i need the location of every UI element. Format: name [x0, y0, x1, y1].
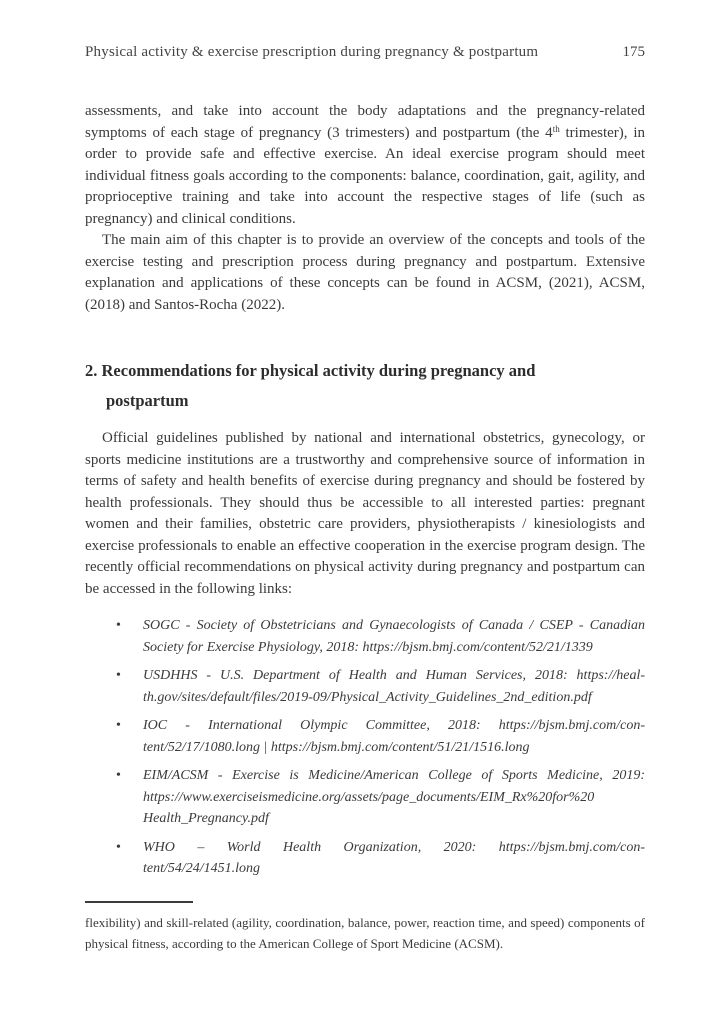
bullet-icon: • [116, 839, 121, 855]
paragraph-text-after: trimester), in order to provide safe and effective exercise. An ideal exercise program should meet individual fitness goals according to the components: balance, coordination, gait, agility, and proprioceptive training and take into account the respective stages of life (such as pregnancy) and clinical conditions. [85, 124, 645, 227]
list-item-text [143, 665, 645, 708]
section-heading-line2: postpartum [106, 391, 189, 410]
list-item-line: Society for Exercise Physiology, 2018: https://bjsm.bmj.com/content/52/21/1339 [143, 639, 593, 655]
list-item-who [85, 837, 645, 880]
paragraph-guidelines: Official guidelines published by national and international obstetrics, gynecology, or sports medicine institutions are a trustworthy and comprehensive source of information in terms of safety and health benefits of exercise during pregnancy and should be fostered by health professionals. They should thus be accessible to all interested parties: pregnant women and their families, obstetric care providers, physiotherapists / kinesiologists and exercise professionals to enable an effective cooperation in the exercise program design. The recently official recommendations on physical activity during pregnancy and postpartum can be accessed in the following links: [85, 430, 645, 597]
list-item-sogc-csep [85, 615, 645, 658]
footnote-text: flexibility) and skill-related (agility, coordination, balance, power, reaction time, and speed) components of physical fitness, according to the American College of Sport Medicine (ACSM). [85, 915, 645, 951]
footnote [85, 901, 645, 954]
list-item-text [143, 615, 645, 658]
bullet-icon: • [116, 668, 121, 683]
paragraph-chapter-aim: The main aim of this chapter is to provide an overview of the concepts and tools of the exercise testing and prescription process during pregnancy and postpartum. Extensive explanation and applications of these concepts can be found in ACSM, (2021), ACSM, (2018) and Santos-Rocha (2022). [85, 232, 645, 313]
superscript-ordinal: th [552, 123, 560, 134]
bullet-icon: • [116, 618, 121, 633]
list-item-usdhhs [85, 665, 645, 708]
list-item-line: SOGC - Society of Obstetricians and Gynaecologists of Canada / CSEP - Canadian [143, 618, 645, 633]
links-list [85, 615, 645, 880]
footnote-rule [85, 901, 193, 903]
list-item-line: WHO – World Health Organization, 2020: https://bjsm.bmj.com/con- [143, 839, 645, 855]
list-item-line: EIM/ACSM - Exercise is Medicine/American College of Sports Medicine, 2019: [143, 768, 645, 783]
list-item-text [143, 837, 645, 880]
list-item-line: tent/54/24/1451.long [143, 861, 261, 876]
list-item-line: USDHHS - U.S. Department of Health and Human Services, 2018: https://heal- [143, 668, 645, 683]
page-number: 175 [622, 44, 645, 60]
list-item-line: Health_Pregnancy.pdf [143, 811, 269, 826]
list-item-line: th.gov/sites/default/files/2019-09/Physical_Activity_Guidelines_2nd_edition.pdf [143, 689, 592, 705]
bullet-icon: • [116, 768, 121, 783]
list-item-line: tent/52/17/1080.long | https://bjsm.bmj.com/content/51/21/1516.long [143, 739, 530, 755]
paragraph-continuation [85, 101, 645, 230]
list-item-line: IOC - International Olympic Committee, 2018: https://bjsm.bmj.com/con- [143, 718, 645, 733]
list-item-text [143, 715, 645, 758]
list-item-eim-acsm [85, 765, 645, 830]
list-item-text [143, 765, 645, 830]
running-title: Physical activity & exercise prescription during pregnancy & postpartum [85, 44, 539, 60]
paragraph-text-before: assessments, and take into account the body adaptations and the pregnancy-related symptoms of each stage of pregnancy (3 trimesters) and postpartum (the 4 [85, 103, 645, 141]
bullet-icon: • [116, 718, 121, 733]
list-item-line: https://www.exerciseismedicine.org/assets/page_documents/EIM_Rx%20for%20 [143, 789, 595, 805]
running-header [85, 44, 645, 61]
list-item-ioc [85, 715, 645, 758]
section-heading-line1: 2. Recommendations for physical activity during pregnancy and [85, 361, 536, 380]
section-heading [85, 356, 645, 416]
